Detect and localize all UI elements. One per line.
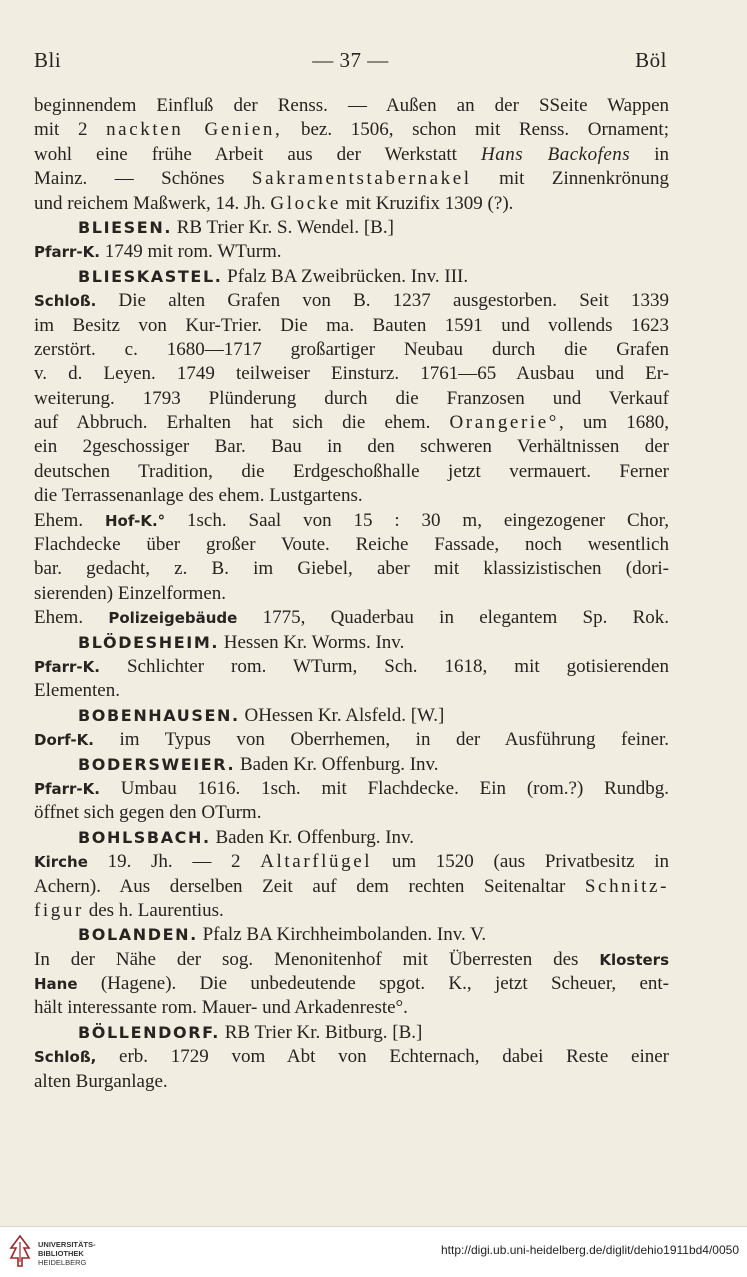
text-segment: weiterung. 1793 Plünderung durch die Franzosen und Verkauf xyxy=(34,387,669,409)
building-label: Hof-K.° xyxy=(104,511,166,530)
text-line xyxy=(34,753,669,777)
text-line xyxy=(34,94,669,118)
text-segment: Baden Kr. Offenburg. Inv. xyxy=(210,826,415,848)
text-segment: Flachdecke über großer Voute. Reiche Fassade, noch wesentlich xyxy=(34,534,669,556)
text-line xyxy=(34,728,669,752)
text-line xyxy=(34,143,669,167)
text-segment: die Terrassenanlage des ehem. Lustgartens. xyxy=(34,485,363,507)
text-segment: Baden Kr. Offenburg. Inv. xyxy=(235,753,439,775)
text-segment: Pfalz BA Kirchheimbolanden. Inv. V. xyxy=(197,924,487,946)
text-line xyxy=(34,655,669,679)
text-segment: beginnendem Einfluß der Renss. — Außen an der SSeite Wappen xyxy=(34,95,669,116)
text-segment: Ehem. xyxy=(34,607,109,629)
text-segment: v. d. Leyen. 1749 teilweiser Einsturz. 1761—65 Ausbau und Er- xyxy=(34,363,669,385)
library-logo-text xyxy=(38,1240,96,1267)
text-line xyxy=(34,411,669,435)
text-line xyxy=(34,484,669,508)
text-segment: , um 1680, xyxy=(559,412,669,434)
entry-heading: BODERSWEIER. xyxy=(78,754,236,774)
text-segment: Pfalz BA Zweibrücken. Inv. III. xyxy=(222,265,469,287)
text-line xyxy=(34,265,669,289)
text-line xyxy=(34,240,669,264)
text-line xyxy=(34,826,669,850)
entry-heading: BLÖDESHEIM. xyxy=(78,632,220,652)
footer-bar xyxy=(0,1226,747,1277)
text-line xyxy=(34,1021,669,1045)
text-segment: bez. 1506, schon mit Renss. Ornament; xyxy=(282,119,669,141)
building-label: Polizeigebäude xyxy=(108,609,238,628)
text-line xyxy=(34,167,669,191)
text-segment: 1sch. Saal von 15 : 30 m, eingezogener Chor, xyxy=(165,509,669,531)
text-segment: mit Zinnenkrönung xyxy=(471,168,669,190)
entry-heading: BLIESKASTEL. xyxy=(78,266,223,286)
text-line xyxy=(34,533,669,557)
building-label: Pfarr-K. xyxy=(34,657,100,676)
building-label: Dorf-K. xyxy=(34,731,94,750)
building-label: Pfarr-K. xyxy=(34,243,100,262)
text-line xyxy=(34,704,669,728)
text-segment: Die alten Grafen von B. 1237 ausgestorben. Seit 1339 xyxy=(96,290,669,312)
text-segment: Schnitz- xyxy=(584,875,669,897)
building-label: Pfarr-K. xyxy=(34,779,100,798)
body-text xyxy=(34,94,669,1094)
text-line xyxy=(34,777,669,801)
text-line xyxy=(34,460,669,484)
text-line xyxy=(34,582,669,606)
text-line xyxy=(34,435,669,459)
text-line xyxy=(34,923,669,947)
text-segment: hält interessante rom. Mauer- und Arkadenreste°. xyxy=(34,997,408,1019)
entry-heading: BLIESEN. xyxy=(78,217,172,237)
text-line xyxy=(34,606,669,630)
text-segment: Altarflügel xyxy=(260,851,373,873)
text-line xyxy=(34,850,669,874)
text-segment: bar. gedacht, z. B. im Giebel, aber mit klassizistischen (dori- xyxy=(34,558,669,580)
text-line xyxy=(34,972,669,996)
text-segment: Umbau 1616. 1sch. mit Flachdecke. Ein (rom.?) Rundbg. xyxy=(99,777,669,799)
text-segment: 1775, Quaderbau in elegantem Sp. Rok. xyxy=(237,607,669,629)
text-line xyxy=(34,289,669,313)
text-segment: Sakramentstabernakel xyxy=(251,168,472,190)
text-segment: alten Burganlage. xyxy=(34,1070,168,1092)
running-head-right: Böl xyxy=(635,48,667,72)
text-segment: im Besitz von Kur-Trier. Die ma. Bauten 1591 und vollends 1623 xyxy=(34,314,669,336)
building-label: Kirche xyxy=(34,853,88,872)
text-segment: nackten Genien, xyxy=(106,119,283,141)
text-line xyxy=(34,192,669,216)
text-line xyxy=(34,362,669,386)
entry-heading: BÖLLENDORF. xyxy=(78,1022,220,1042)
text-segment: deutschen Tradition, die Erdgeschoßhalle jetzt vermauert. Ferner xyxy=(34,460,669,482)
text-segment: 1749 mit rom. WTurm. xyxy=(99,241,282,263)
text-segment: Schlichter rom. WTurm, Sch. 1618, mit gotisierenden xyxy=(99,655,669,677)
entry-heading: BOLANDEN. xyxy=(78,925,198,945)
text-segment: Orangerie° xyxy=(449,412,560,434)
text-line xyxy=(34,801,669,825)
text-segment: Mainz. — Schönes xyxy=(34,168,252,190)
logo-line-2: BIBLIOTHEK xyxy=(38,1249,84,1258)
text-line xyxy=(34,338,669,362)
text-segment: Hessen Kr. Worms. Inv. xyxy=(219,631,405,653)
building-label: Schloß. xyxy=(34,292,97,311)
logo-line-3: HEIDELBERG xyxy=(38,1258,87,1267)
page-number: — 37 — xyxy=(312,48,389,72)
text-segment: RB Trier Kr. Bitburg. [B.] xyxy=(219,1021,423,1043)
text-line xyxy=(34,1070,669,1094)
text-segment: mit 2 xyxy=(34,119,107,141)
text-segment: auf Abbruch. Erhalten hat sich die ehem. xyxy=(34,412,450,434)
text-segment: zerstört. c. 1680—1717 großartiger Neubau durch die Grafen xyxy=(34,338,669,360)
text-line xyxy=(34,387,669,411)
text-segment: Ehem. xyxy=(34,509,105,531)
text-segment: und reichem Maßwerk, 14. Jh. xyxy=(34,192,271,214)
building-label: Schloß, xyxy=(34,1048,97,1067)
building-label: Hane xyxy=(34,975,78,994)
text-segment: wohl eine frühe Arbeit aus der Werkstatt xyxy=(34,143,481,165)
text-line xyxy=(34,875,669,899)
text-line xyxy=(34,557,669,581)
logo-line-1: UNIVERSITÄTS- xyxy=(38,1240,96,1249)
text-segment: ein 2geschossiger Bar. Bau in den schweren Verhältnissen der xyxy=(34,436,669,458)
text-line xyxy=(34,631,669,655)
text-line xyxy=(34,996,669,1020)
text-segment: erb. 1729 vom Abt von Echternach, dabei Reste einer xyxy=(96,1046,669,1068)
text-line xyxy=(34,948,669,972)
building-label: Klosters xyxy=(599,950,669,969)
library-logo[interactable] xyxy=(8,1234,128,1272)
text-line xyxy=(34,509,669,533)
text-segment: Glocke xyxy=(270,192,341,214)
text-line xyxy=(34,1045,669,1069)
text-segment: OHessen Kr. Alsfeld. [W.] xyxy=(239,704,445,726)
running-head xyxy=(34,48,667,78)
entry-heading: BOHLSBACH. xyxy=(78,827,211,847)
text-segment: des h. Laurentius. xyxy=(83,899,224,921)
text-line xyxy=(34,216,669,240)
text-segment: (Hagene). Die unbedeutende spgot. K., jetzt Scheuer, ent- xyxy=(77,973,669,995)
library-logo-icon xyxy=(8,1234,32,1268)
text-segment: öffnet sich gegen den OTurm. xyxy=(34,802,262,824)
text-line xyxy=(34,118,669,142)
entry-heading: BOBENHAUSEN. xyxy=(78,705,240,725)
text-segment: Hans Backofens xyxy=(480,143,631,165)
text-segment: In der Nähe der sog. Menonitenhof mit Überresten des xyxy=(34,948,600,970)
text-segment: Elementen. xyxy=(34,680,120,702)
text-line xyxy=(34,679,669,703)
source-url-link[interactable]: http://digi.ub.uni-heidelberg.de/diglit/dehio1911bd4/0050 xyxy=(440,1243,739,1257)
text-segment: RB Trier Kr. S. Wendel. [B.] xyxy=(172,216,394,238)
text-segment: 19. Jh. — 2 xyxy=(87,851,261,873)
text-line xyxy=(34,314,669,338)
running-head-left: Bli xyxy=(34,48,62,72)
text-segment: im Typus von Oberrhemen, in der Ausführung feiner. xyxy=(93,729,669,751)
text-segment: mit Kruzifix 1309 (?). xyxy=(340,192,514,214)
text-segment: sierenden) Einzelformen. xyxy=(34,582,227,604)
text-line xyxy=(34,899,669,923)
text-segment: Achern). Aus derselben Zeit auf dem rechten Seitenaltar xyxy=(34,875,585,897)
text-segment: um 1520 (aus Privatbesitz in xyxy=(372,851,669,873)
text-segment: figur xyxy=(34,899,84,921)
text-segment: in xyxy=(630,143,669,165)
